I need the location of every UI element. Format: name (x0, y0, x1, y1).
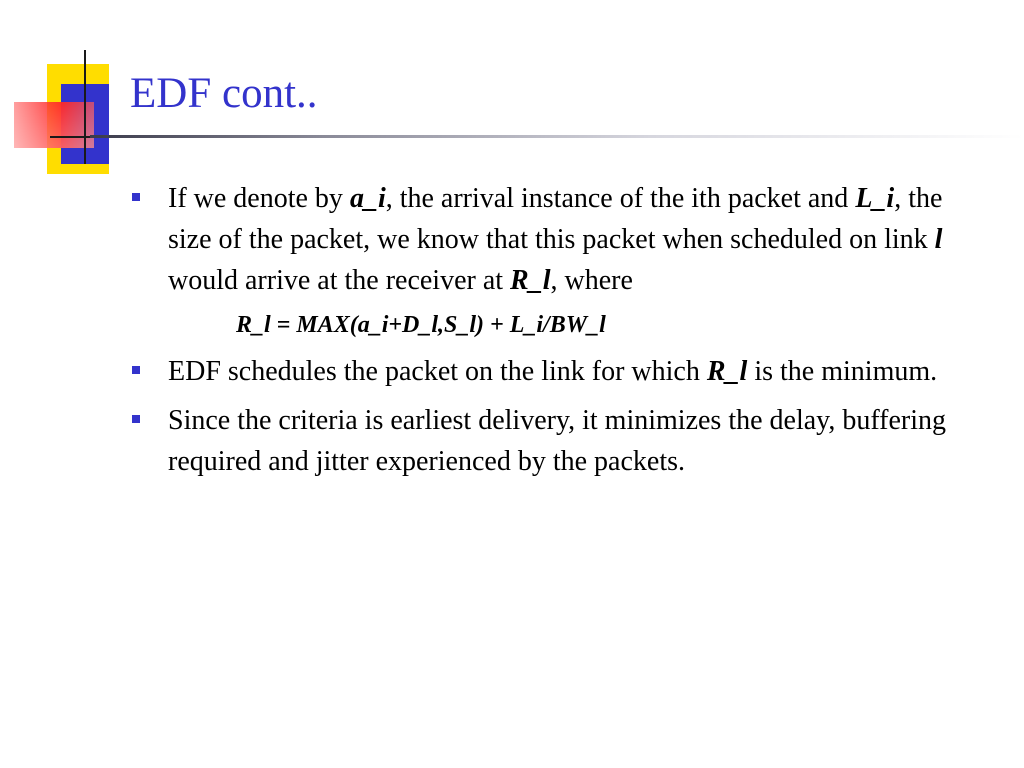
term-a-i: a_i (349, 183, 386, 214)
formula-line: R_l = MAX(a_i+D_l,S_l) + L_i/BW_l (236, 312, 606, 338)
bullet-square-icon (132, 366, 140, 374)
term-r-l: R_l (706, 356, 748, 387)
bullet-item (130, 178, 970, 301)
bullet-text: If we denote by (168, 183, 350, 214)
bullet-text: would arrive at the receiver at (168, 265, 511, 296)
bullet-text: EDF schedules the packet on the link for which (168, 356, 707, 387)
logo-vertical-line (84, 50, 86, 164)
bullet-square-icon (132, 193, 140, 201)
term-l: l (934, 224, 943, 255)
logo-red-square-highlight (14, 102, 94, 148)
slide-logo-graphic (0, 0, 140, 190)
bullet-text: is the minimum. (747, 356, 938, 387)
bullet-item (130, 400, 970, 482)
bullet-text: Since the criteria is earliest delivery, it minimizes the delay, buffering required and jitter experienced by the packets. (168, 405, 947, 477)
title-underline (90, 135, 1024, 138)
term-r-l: R_l (510, 265, 551, 296)
bullet-item (130, 351, 970, 392)
term-l-i: L_i (855, 183, 895, 214)
bullet-text: , where (550, 265, 633, 296)
bullet-text: , the size of the packet, we know that this packet when scheduled on link (168, 183, 943, 255)
slide-title: EDF cont.. (130, 70, 318, 117)
slide-body (130, 178, 970, 490)
bullet-square-icon (132, 415, 140, 423)
bullet-text: , the arrival instance of the ith packet and (385, 183, 856, 214)
